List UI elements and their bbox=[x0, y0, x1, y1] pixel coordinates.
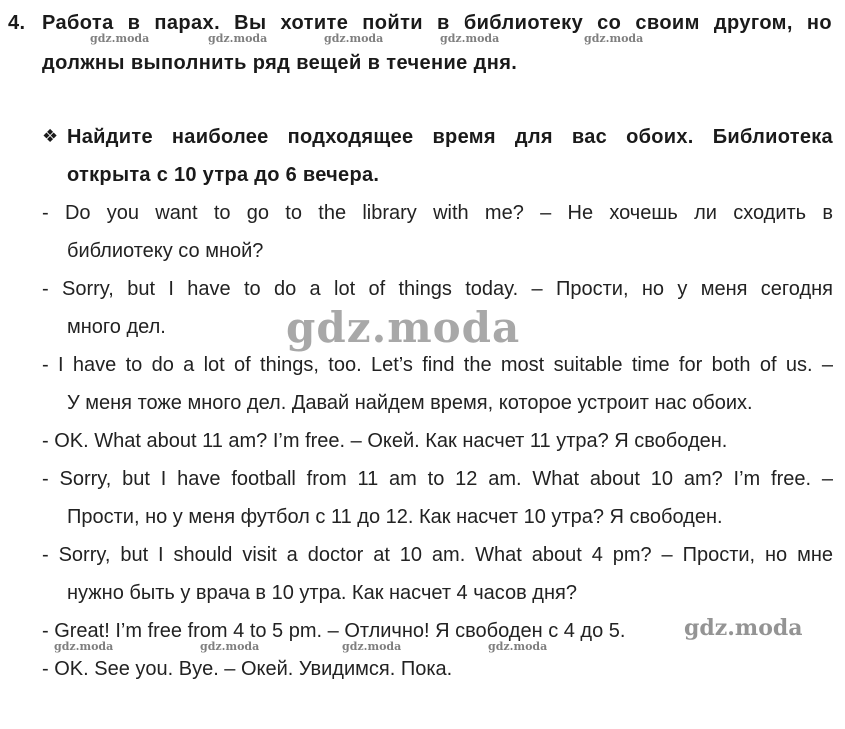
watermark-logo: gdz.moda bbox=[584, 32, 644, 45]
watermark-logo: gdz.moda bbox=[90, 32, 150, 45]
diamond-bullet-icon: ❖ bbox=[42, 126, 59, 146]
dialogue-line: библиотеку со мной? bbox=[67, 240, 264, 262]
watermark-logo: gdz.moda bbox=[54, 640, 114, 653]
dialogue-line: нужно быть у врача в 10 утра. Как насчет 4 часов дня? bbox=[67, 582, 577, 604]
task-heading-line-2: должны выполнить ряд вещей в течение дня. bbox=[42, 52, 518, 74]
dialogue-line: - Sorry, but I have football from 11 am to 12 am. What about 10 am? I’m free. – bbox=[42, 468, 833, 490]
task-number: 4. bbox=[8, 12, 26, 34]
instruction-line-1: Найдите наиболее подходящее время для вас обоих. Библиотека bbox=[67, 126, 833, 148]
dialogue-line: - Sorry, but I should visit a doctor at 10 am. What about 4 pm? – Прости, но мне bbox=[42, 544, 833, 566]
watermark-logo: gdz.moda bbox=[200, 640, 260, 653]
watermark-logo: gdz.moda bbox=[286, 303, 521, 352]
dialogue-line: - OK. What about 11 am? I’m free. – Окей. Как насчет 11 утра? Я свободен. bbox=[42, 430, 728, 452]
dialogue-line: - I have to do a lot of things, too. Let’s find the most suitable time for both of us. – bbox=[42, 354, 833, 376]
task-heading-line-1: Работа в парах. Вы хотите пойти в библиотеку со своим другом, но bbox=[42, 12, 832, 34]
dialogue-line: - OK. See you. Bye. – Окей. Увидимся. Пока. bbox=[42, 658, 453, 680]
dialogue-line: много дел. bbox=[67, 316, 166, 338]
dialogue-line: - Sorry, but I have to do a lot of things today. – Прости, но у меня сегодня bbox=[42, 278, 833, 300]
watermark-logo: gdz.moda bbox=[342, 640, 402, 653]
watermark-logo: gdz.moda bbox=[488, 640, 548, 653]
dialogue-line: Прости, но у меня футбол с 11 до 12. Как насчет 10 утра? Я свободен. bbox=[67, 506, 723, 528]
watermark-logo: gdz.moda bbox=[324, 32, 384, 45]
dialogue-line: - Great! I’m free from 4 to 5 pm. – Отлично! Я свободен с 4 до 5. bbox=[42, 620, 626, 642]
watermark-logo: gdz.moda bbox=[208, 32, 268, 45]
dialogue-line: - Do you want to go to the library with me? – Не хочешь ли сходить в bbox=[42, 202, 833, 224]
watermark-logo: gdz.moda bbox=[684, 615, 803, 641]
instruction-line-2: открыта с 10 утра до 6 вечера. bbox=[67, 164, 380, 186]
watermark-logo: gdz.moda bbox=[440, 32, 500, 45]
dialogue-line: У меня тоже много дел. Давай найдем время, которое устроит нас обоих. bbox=[67, 392, 753, 414]
